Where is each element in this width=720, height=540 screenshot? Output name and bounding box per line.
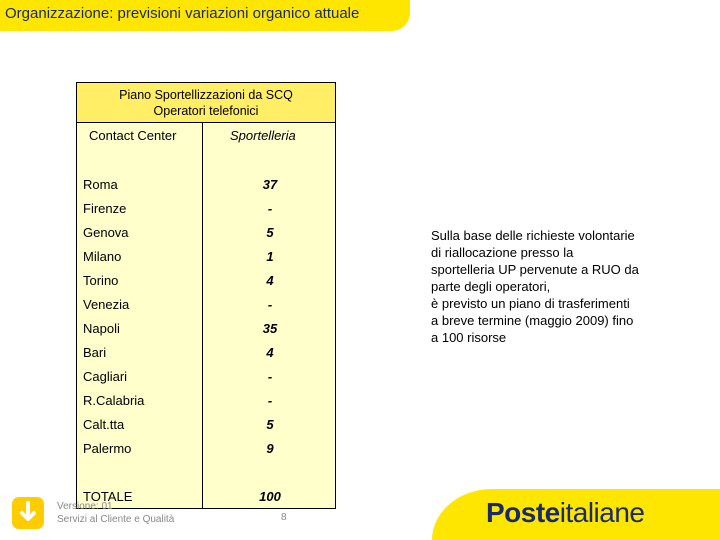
note-line: parte degli operatori, bbox=[431, 279, 551, 294]
table-header bbox=[77, 83, 335, 123]
row-value: 5 bbox=[266, 417, 274, 432]
row-value: - bbox=[267, 201, 273, 216]
footer-department: Servizi al Cliente e Qualità bbox=[57, 514, 175, 525]
table-row bbox=[77, 244, 335, 268]
row-city: Bari bbox=[83, 345, 107, 360]
table-header-line2: Operatori telefonici bbox=[153, 104, 259, 118]
note-line: di riallocazione presso la bbox=[431, 245, 574, 260]
note-line: a 100 risorse bbox=[431, 330, 507, 345]
title-bar bbox=[0, 0, 410, 31]
table-row bbox=[77, 340, 335, 364]
total-value: 100 bbox=[259, 489, 281, 504]
row-city: R.Calabria bbox=[83, 393, 145, 408]
table-row bbox=[77, 412, 335, 436]
row-value: 35 bbox=[262, 321, 278, 336]
table-row bbox=[77, 292, 335, 316]
row-value: 4 bbox=[266, 273, 274, 288]
row-city: Genova bbox=[83, 225, 129, 240]
row-value: 5 bbox=[266, 225, 274, 240]
row-value: 4 bbox=[266, 345, 274, 360]
brand-part1: Poste bbox=[486, 497, 560, 528]
page-number: 8 bbox=[281, 512, 287, 523]
row-value: 9 bbox=[266, 441, 274, 456]
footer bbox=[57, 500, 174, 526]
row-city: Venezia bbox=[83, 297, 130, 312]
table-row bbox=[77, 316, 335, 340]
table-header-line1: Piano Sportellizzazioni da SCQ bbox=[119, 88, 293, 102]
column-header-sportelleria: Sportelleria bbox=[230, 128, 296, 143]
table-row bbox=[77, 172, 335, 196]
row-city: Calt.tta bbox=[83, 417, 125, 432]
row-city: Cagliari bbox=[83, 369, 128, 384]
arrow-down-icon bbox=[12, 497, 44, 529]
row-city: Firenze bbox=[83, 201, 127, 216]
row-value: 1 bbox=[266, 249, 274, 264]
row-value: - bbox=[267, 393, 273, 408]
note-line: sportelleria UP pervenute a RUO da bbox=[431, 262, 639, 277]
brand-part2: italiane bbox=[559, 497, 645, 528]
row-city: Palermo bbox=[83, 441, 132, 456]
table-row bbox=[77, 388, 335, 412]
row-value: - bbox=[267, 369, 273, 384]
note-line: a breve termine (maggio 2009) fino bbox=[431, 313, 634, 328]
slide-title: Organizzazione: previsioni variazioni organico attuale bbox=[5, 5, 360, 22]
side-note bbox=[431, 227, 681, 346]
row-city: Roma bbox=[83, 177, 118, 192]
table-row bbox=[77, 268, 335, 292]
plan-table bbox=[76, 82, 336, 509]
column-header-contact-center: Contact Center bbox=[89, 128, 177, 143]
table-row bbox=[77, 220, 335, 244]
table-row bbox=[77, 196, 335, 220]
row-city: Torino bbox=[83, 273, 119, 288]
row-city: Milano bbox=[83, 249, 122, 264]
note-line: è previsto un piano di trasferimenti bbox=[431, 296, 630, 311]
row-city: Napoli bbox=[83, 321, 120, 336]
row-value: 37 bbox=[262, 177, 278, 192]
table-row bbox=[77, 364, 335, 388]
table-row bbox=[77, 436, 335, 460]
row-value: - bbox=[267, 297, 273, 312]
footer-version: Versione: 01 bbox=[57, 501, 113, 512]
poste-italiane-logo bbox=[486, 497, 644, 529]
total-label: TOTALE bbox=[83, 489, 133, 504]
note-line: Sulla base delle richieste volontarie bbox=[431, 228, 635, 243]
